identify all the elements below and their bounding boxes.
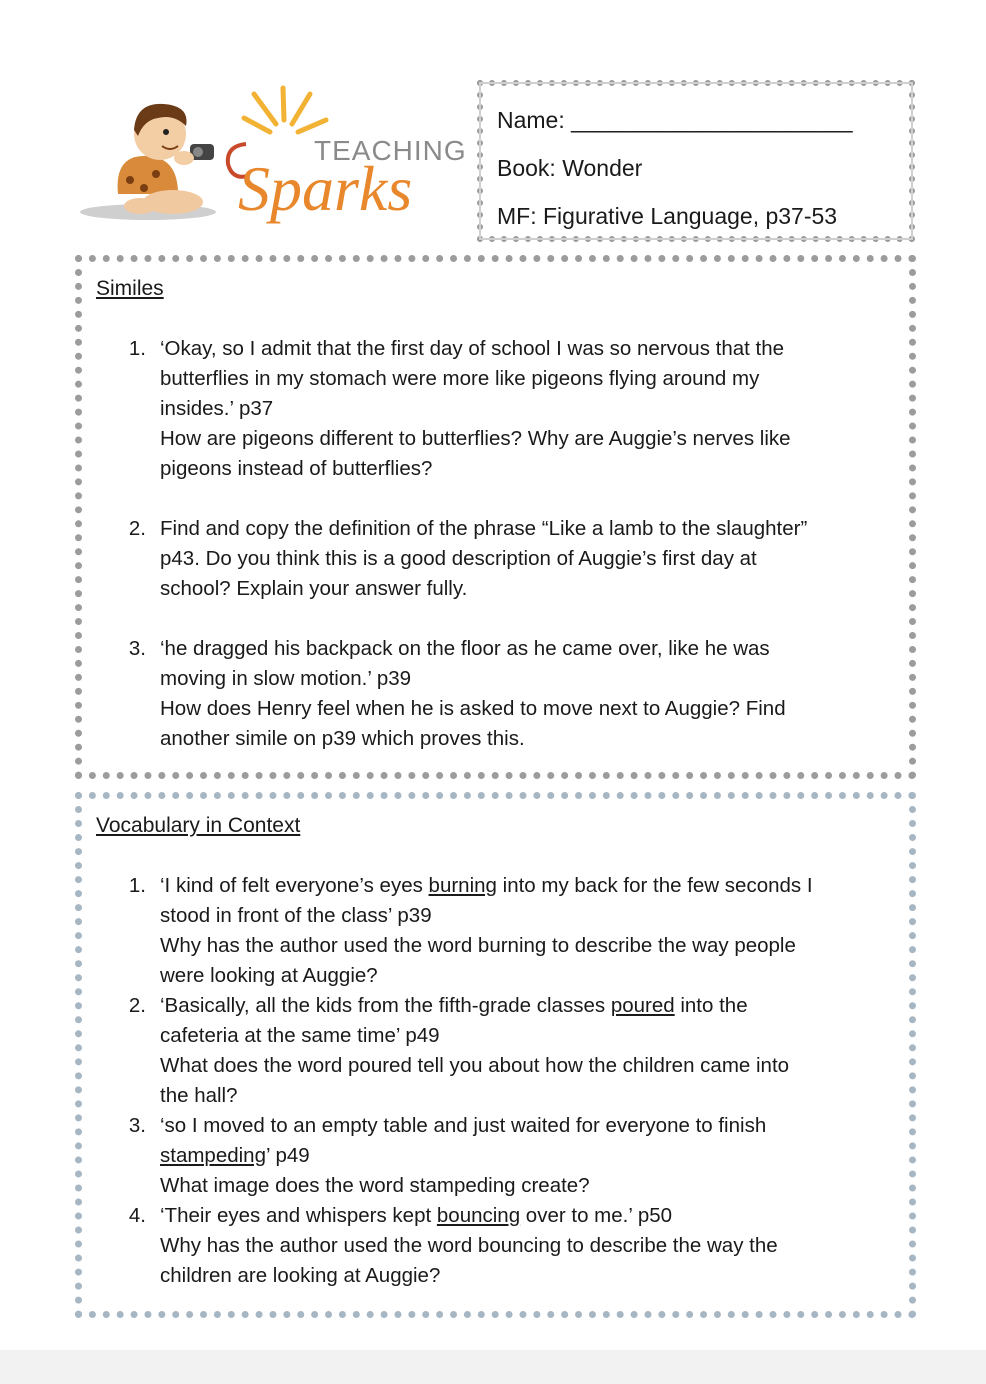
question-line: stampeding’ p49 [160,1144,310,1167]
question-line: the hall? [160,1084,238,1107]
question-line: How are pigeons different to butterflies? Why are Auggie’s nerves like [160,427,791,450]
similes-question-list [96,334,895,754]
key-word: poured [610,994,675,1017]
question-number: 2. [128,994,146,1017]
question-text [160,514,895,604]
teaching-sparks-logo [78,84,468,234]
question-line: What does the word poured tell you about how the children came into [160,1054,790,1077]
book-label: Book: Wonder [497,155,643,181]
list-item [96,634,895,754]
question-line: insides.’ p37 [160,397,274,420]
question-text [160,334,895,484]
question-number: 4. [128,1204,146,1227]
question-line: moving in slow motion.’ p39 [160,667,412,690]
caveman-logo-icon [78,84,468,234]
list-item [96,1111,895,1201]
key-word: bouncing [436,1204,521,1227]
question-line: pigeons instead of butterflies? [160,457,433,480]
question-text [160,871,895,991]
list-item [96,871,895,991]
question-line: ‘so I moved to an empty table and just waited for everyone to finish [160,1114,767,1137]
question-line: another simile on p39 which proves this. [160,727,525,750]
question-line: Why has the author used the word bouncing to describe the way the [160,1234,778,1257]
question-line: p43. Do you think this is a good description of Auggie’s first day at [160,547,757,570]
key-word: stampeding [160,1144,266,1167]
question-text [160,1111,895,1201]
question-line: What image does the word stampeding create? [160,1174,590,1197]
student-info-box [477,80,915,242]
focus-label: MF: Figurative Language, p37-53 [497,203,838,229]
question-line: Why has the author used the word burning to describe the way people [160,934,796,957]
question-line: stood in front of the class’ p39 [160,904,432,927]
name-field[interactable]: Name: ______________________ [497,107,853,133]
question-line: children are looking at Auggie? [160,1264,441,1287]
question-text [160,1201,895,1291]
page-edge [0,1350,986,1384]
question-line: How does Henry feel when he is asked to move next to Auggie? Find [160,697,786,720]
list-item [96,991,895,1111]
question-line: ‘Basically, all the kids from the fifth-grade classes poured into the [160,994,748,1017]
vocabulary-title: Vocabulary in Context [96,814,301,837]
logo-text-teaching: TEACHING [314,135,467,166]
question-text [160,634,895,754]
question-number: 1. [128,874,146,897]
question-line: ‘Their eyes and whispers kept bouncing over to me.’ p50 [160,1204,673,1227]
question-number: 3. [128,637,146,660]
question-line: Find and copy the definition of the phrase “Like a lamb to the slaughter” [160,517,808,540]
vocabulary-section [75,792,916,1318]
question-number: 2. [128,517,146,540]
question-line: ‘he dragged his backpack on the floor as he came over, like he was [160,637,770,660]
question-line: school? Explain your answer fully. [160,577,468,600]
list-item [96,1201,895,1291]
question-line: were looking at Auggie? [160,964,378,987]
question-line: ‘I kind of felt everyone’s eyes burning into my back for the few seconds I [160,874,813,897]
key-word: burning [428,874,497,897]
question-line: butterflies in my stomach were more like pigeons flying around my [160,367,760,390]
question-line: ‘Okay, so I admit that the first day of school I was so nervous that the [160,337,785,360]
question-number: 3. [128,1114,146,1137]
list-item [96,334,895,484]
list-item [96,514,895,604]
similes-section [75,255,916,779]
vocabulary-question-list [96,871,895,1291]
question-text [160,991,895,1111]
similes-title: Similes [96,277,164,300]
question-number: 1. [128,337,146,360]
question-line: cafeteria at the same time’ p49 [160,1024,440,1047]
logo-text-sparks: Sparks [238,153,413,224]
